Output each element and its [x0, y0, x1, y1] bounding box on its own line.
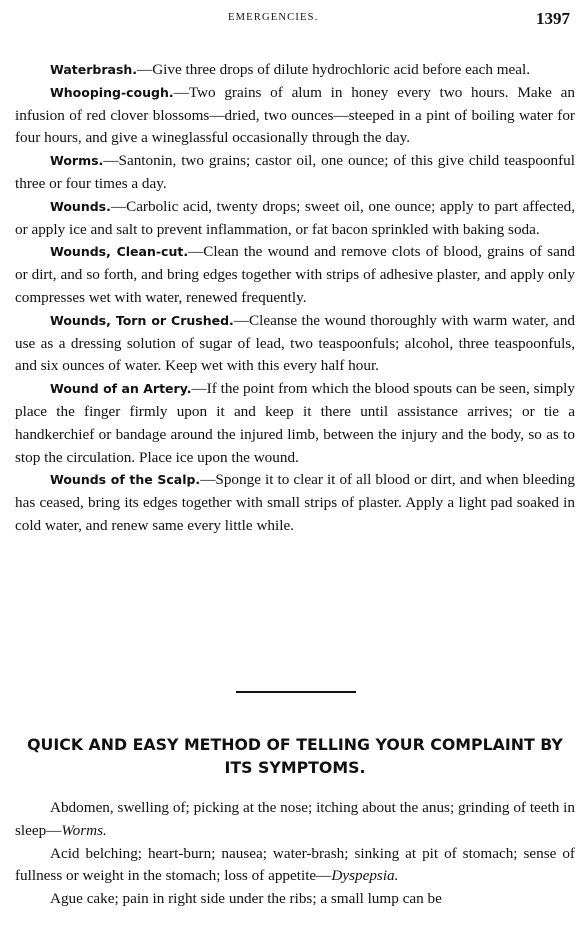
entry-whooping-cough	[15, 82, 575, 150]
entry-wounds-of-the-scalp	[15, 469, 575, 537]
entry-text: —Cleanse the wound thoroughly with warm water, and use as a dressing solution of sugar of lead, two teaspoonfuls; alcohol, three teaspoonfuls, and six ounces of water. Keep wet with this every half hour.	[15, 311, 575, 375]
symptom-list	[15, 797, 575, 911]
entry-text: —Clean the wound and remove clots of blood, grains of sand or dirt, and so forth, and bring edges together with strips of adhesive plaster, and apply only compresses wet with water, renewed frequently.	[15, 243, 575, 306]
section-divider	[236, 691, 356, 693]
symptom-entry	[15, 843, 575, 889]
entry-wounds-clean-cut	[15, 241, 575, 309]
entry-text: —Give three drops of dilute hydrochloric acid before each meal.	[137, 61, 531, 78]
running-header	[0, 9, 586, 29]
symptom-entry	[15, 888, 575, 911]
page-number: 1397	[536, 9, 570, 28]
symptom-text: Acid belching; heart-burn; nausea; water-brash; sinking at pit of stomach; sense of fullness or weight in the stomach; loss of appetite—	[15, 844, 575, 885]
entry-term: Whooping-cough.	[50, 84, 174, 100]
entry-text: —Carbolic acid, twenty drops; sweet oil, one ounce; apply to part affected, or apply ice and salt to prevent inflammation, or fat bacon sprinkled with baking soda.	[15, 197, 575, 238]
entry-text: —Sponge it to clear it of all blood or dirt, and when bleeding has ceased, bring its edges together with small strips of plaster. Apply a light pad soaked in cold water, and renew same every little while.	[15, 471, 575, 534]
entry-term: Worms.	[50, 153, 104, 169]
entry-term: Waterbrash.	[50, 62, 138, 77]
running-title: EMERGENCIES.	[228, 12, 319, 23]
entry-wound-of-an-artery	[15, 378, 575, 469]
entry-term: Wounds of the Scalp.	[50, 472, 201, 488]
section-heading: QUICK AND EASY METHOD OF TELLING YOUR COMPLAINT BY ITS SYMPTOMS.	[27, 735, 563, 777]
symptom-entry	[15, 797, 575, 843]
entry-text: —If the point from which the blood spouts can be seen, simply place the finger firmly upon it and keep it there until assistance arrives; or tie a handkerchief or bandage around the injured limb, between the injury and the body, so as to stop the circulation. Place ice upon the wound.	[15, 380, 576, 466]
entry-term: Wounds, Torn or Crushed.	[50, 312, 234, 328]
entry-text: —Santonin, two grains; castor oil, one ounce; of this give child teaspoonful three or four times a day.	[15, 152, 575, 192]
entry-term: Wounds.	[50, 198, 111, 214]
entry-term: Wound of an Artery.	[50, 381, 192, 397]
entry-wounds	[15, 196, 575, 242]
emergency-entries	[15, 59, 575, 538]
entry-wounds-torn-or-crushed	[15, 310, 575, 378]
entry-worms	[15, 150, 575, 196]
entry-text: —Two grains of alum in honey every two hours. Make an infusion of red clover blossoms—dried, two ounces—steeped in a pint of boiling water for four hours, and give a wineglassful occasionally through the day.	[15, 83, 575, 147]
symptom-text: Ague cake; pain in right side under the ribs; a small lump can be	[50, 890, 442, 908]
entry-waterbrash	[15, 59, 575, 82]
symptom-diagnosis: Worms.	[61, 821, 107, 839]
entry-term: Wounds, Clean-cut.	[50, 244, 189, 260]
symptom-text: Abdomen, swelling of; picking at the nose; itching about the anus; grinding of teeth in sleep—	[15, 799, 575, 839]
symptom-diagnosis: Dyspepsia.	[331, 867, 399, 885]
